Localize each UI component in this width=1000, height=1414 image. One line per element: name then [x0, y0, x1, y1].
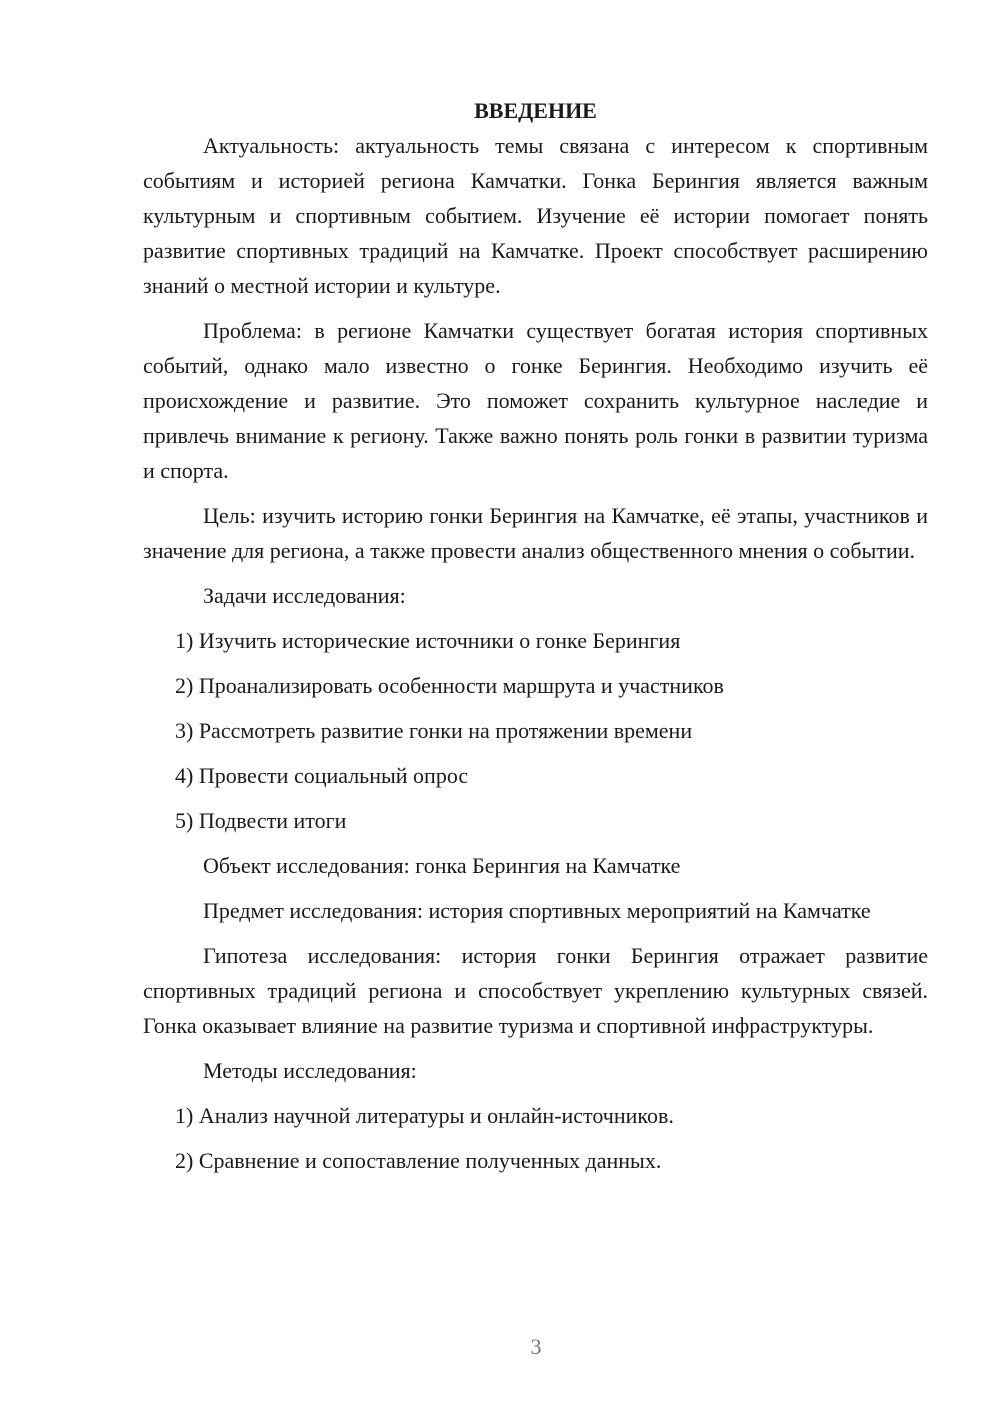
subject-paragraph: Предмет исследования: история спортивных мероприятий на Камчатке	[203, 898, 871, 923]
object-paragraph: Объект исследования: гонка Берингия на Камчатке	[203, 853, 681, 878]
hypothesis-paragraph: Гипотеза исследования: история гонки Берингия отражает развитие спортивных традиций региона и способствует укреплению культурных связей. Гонка оказывает влияние на развитие туризма и спортивной инфраструктуры.	[143, 943, 928, 1038]
task-item-3: 3) Рассмотреть развитие гонки на протяжении времени	[175, 718, 693, 743]
methods-list	[143, 1098, 928, 1178]
tasks-list	[143, 623, 928, 838]
method-item-1: 1) Анализ научной литературы и онлайн-источников.	[175, 1103, 674, 1128]
problem-paragraph: Проблема: в регионе Камчатки существует богатая история спортивных событий, однако мало известно о гонке Берингия. Необходимо изучить её происхождение и развитие. Это поможет сохранить культурное наследие и привлечь внимание к региону. Также важно понять роль гонки в развитии туризма и спорта.	[143, 318, 928, 483]
task-item-1: 1) Изучить исторические источники о гонке Берингия	[175, 628, 681, 653]
section-title: ВВЕДЕНИЕ	[474, 98, 597, 123]
tasks-heading: Задачи исследования:	[203, 583, 406, 608]
relevance-paragraph: Актуальность: актуальность темы связана с интересом к спортивным событиям и историей региона Камчатки. Гонка Берингия является важным культурным и спортивным событием. Изучение её истории помогает понять развитие спортивных традиций на Камчатке. Проект способствует расширению знаний о местной истории и культуре.	[143, 133, 928, 298]
methods-heading: Методы исследования:	[203, 1058, 417, 1083]
document-body	[143, 93, 928, 1178]
goal-paragraph: Цель: изучить историю гонки Берингия на Камчатке, её этапы, участников и значение для региона, а также провести анализ общественного мнения о событии.	[143, 503, 928, 563]
method-item-2: 2) Сравнение и сопоставление полученных данных.	[175, 1148, 662, 1173]
page-number: 3	[530, 1334, 542, 1359]
task-item-5: 5) Подвести итоги	[175, 808, 347, 833]
task-item-4: 4) Провести социальный опрос	[175, 763, 469, 788]
task-item-2: 2) Проанализировать особенности маршрута и участников	[175, 673, 724, 698]
